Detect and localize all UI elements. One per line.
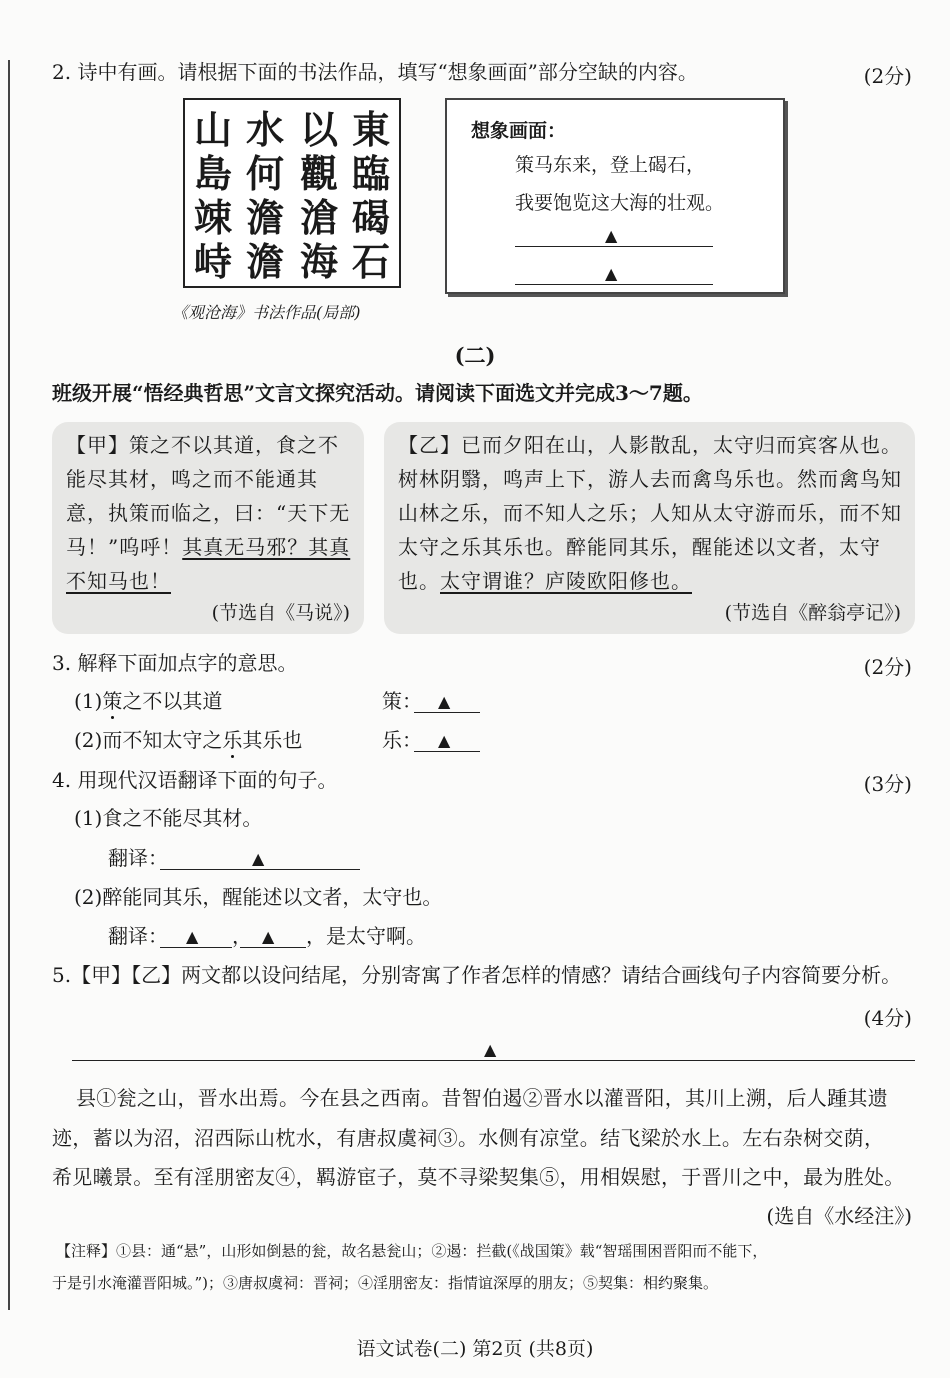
section-title: (二) (454, 343, 496, 368)
answer-blank-line[interactable] (240, 947, 306, 948)
passage-jia-text: 【甲】策之不以其道，食之不能尽其材，鸣之而不能通其意，执策而临之，曰：“天下无马！”呜呼！其真无马邪？其真不知马也！ (66, 433, 351, 593)
question-3-score: (2分) (863, 655, 912, 679)
dotted-char: 策 (102, 689, 123, 713)
page-margin-line (8, 60, 10, 1310)
passage-jia-source: (节选自《马说》) (211, 602, 350, 624)
imagine-box (445, 98, 785, 294)
answer-triangle-marker: ▲ (605, 264, 618, 283)
question-5-stem: 5.【甲】【乙】两文都以设问结尾，分别寄寓了作者怎样的情感？请结合画线句子内容简要分析。 (52, 963, 902, 987)
calligraphy-column: 東臨碣石 (351, 107, 390, 284)
shuijing-line-2: 迹，蓄以为沼，沼西际山枕水，有唐叔虞祠③。水侧有凉堂。结飞梁於水上。左右杂树交荫， (52, 1126, 885, 1150)
answer-triangle-marker: ▲ (438, 692, 451, 711)
question-2-stem: 2. 诗中有画。请根据下面的书法作品，填写“想象画面”部分空缺的内容。 (52, 60, 698, 84)
question-5-score: (4分) (863, 1006, 912, 1030)
passage-yi (384, 422, 915, 634)
imagine-line-1: 策马东来，登上碣石， (515, 154, 706, 176)
notes-line-2: 于是引水淹灌晋阳城。”)；③唐叔虞祠：晋祠；④淫朋密友：指情谊深厚的朋友；⑤契集：相约聚集。 (52, 1274, 719, 1292)
answer-triangle-marker: ▲ (186, 927, 199, 946)
shuijing-line-1: 县①瓮之山，晋水出焉。今在县之西南。昔智伯遏②晋水以灌晋阳，其川上溯，后人踵其遗 (76, 1086, 888, 1110)
page-footer: 语文试卷(二) 第2页 (共8页) (356, 1338, 594, 1360)
answer-triangle-marker: ▲ (252, 849, 265, 868)
passage-yi-text: 【乙】已而夕阳在山，人影散乱，太守归而宾客从也。树林阴翳，鸣声上下，游人去而禽鸟乐也。然而禽鸟知山林之乐，而不知人之乐；人知从太守游而乐，而不知太守之乐其乐也。醉能同其乐，醒能述以文者，太守也。太守谓谁？庐陵欧阳修也。 (398, 433, 902, 593)
underlined-sentence: 其真无马邪？其真不知马也！ (66, 535, 351, 593)
question-4-stem: 4. 用现代汉语翻译下面的句子。 (52, 768, 338, 792)
answer-triangle-marker: ▲ (262, 927, 275, 946)
calligraphy-column: 水何澹澹 (245, 107, 284, 284)
notes-line-1: 【注释】①县：通“悬”，山形如倒悬的瓮，故名悬瓮山；②遏：拦截(《战国策》载“智瑶围困晋阳而不能下， (56, 1242, 768, 1260)
underlined-sentence: 太守谓谁？庐陵欧阳修也。 (440, 569, 692, 593)
calligraphy-column: 以觀滄海 (299, 107, 338, 284)
calligraphy-artwork (183, 98, 401, 288)
calligraphy-column: 山島竦峙 (193, 107, 232, 284)
question-3-item-1: (1)策之不以其道 (74, 689, 223, 713)
imagine-line-2: 我要饱览这大海的壮观。 (515, 192, 725, 214)
passage-jia (52, 422, 364, 634)
dotted-char: 乐 (222, 728, 243, 752)
shuijing-source: (选自《水经注》) (766, 1204, 912, 1228)
question-3-item-2: (2)而不知太守之乐其乐也 (74, 728, 303, 752)
answer-blank-line[interactable] (414, 751, 480, 752)
answer-label: 翻译： (108, 846, 168, 870)
answer-blank-line[interactable] (160, 947, 232, 948)
section-intro: 班级开展“悟经典哲思”文言文探究活动。请阅读下面选文并完成3～7题。 (52, 381, 703, 405)
answer-label: 翻译： (108, 924, 168, 948)
answer-label: 乐： (382, 728, 422, 752)
question-4-item-2: (2)醉能同其乐，醒能述以文者，太守也。 (74, 885, 443, 909)
answer-triangle-marker: ▲ (438, 731, 451, 750)
imagine-title: 想象画面： (471, 120, 567, 142)
answer-triangle-marker: ▲ (605, 226, 618, 245)
answer-blank-line[interactable] (515, 284, 713, 285)
answer-blank-line[interactable] (72, 1060, 915, 1061)
question-3-stem: 3. 解释下面加点字的意思。 (52, 651, 298, 675)
answer-tail: ，是太守啊。 (306, 924, 426, 948)
answer-label: 策： (382, 689, 422, 713)
question-2-score: (2分) (863, 64, 912, 88)
answer-triangle-marker: ▲ (484, 1040, 497, 1059)
question-4-item-1: (1)食之不能尽其材。 (74, 806, 263, 830)
answer-blank-line[interactable] (414, 712, 480, 713)
answer-blank-line[interactable] (515, 246, 713, 247)
calligraphy-caption: 《观沧海》书法作品(局部) (172, 303, 361, 322)
question-4-score: (3分) (863, 772, 912, 796)
shuijing-line-3: 希见曦景。至有淫朋密友④，羁游宦子，莫不寻梁契集⑤，用相娱慰，于晋川之中，最为胜处。 (52, 1165, 905, 1189)
answer-blank-line[interactable] (160, 869, 360, 870)
comma: ， (232, 924, 252, 948)
passage-yi-source: (节选自《醉翁亭记》) (724, 602, 901, 624)
